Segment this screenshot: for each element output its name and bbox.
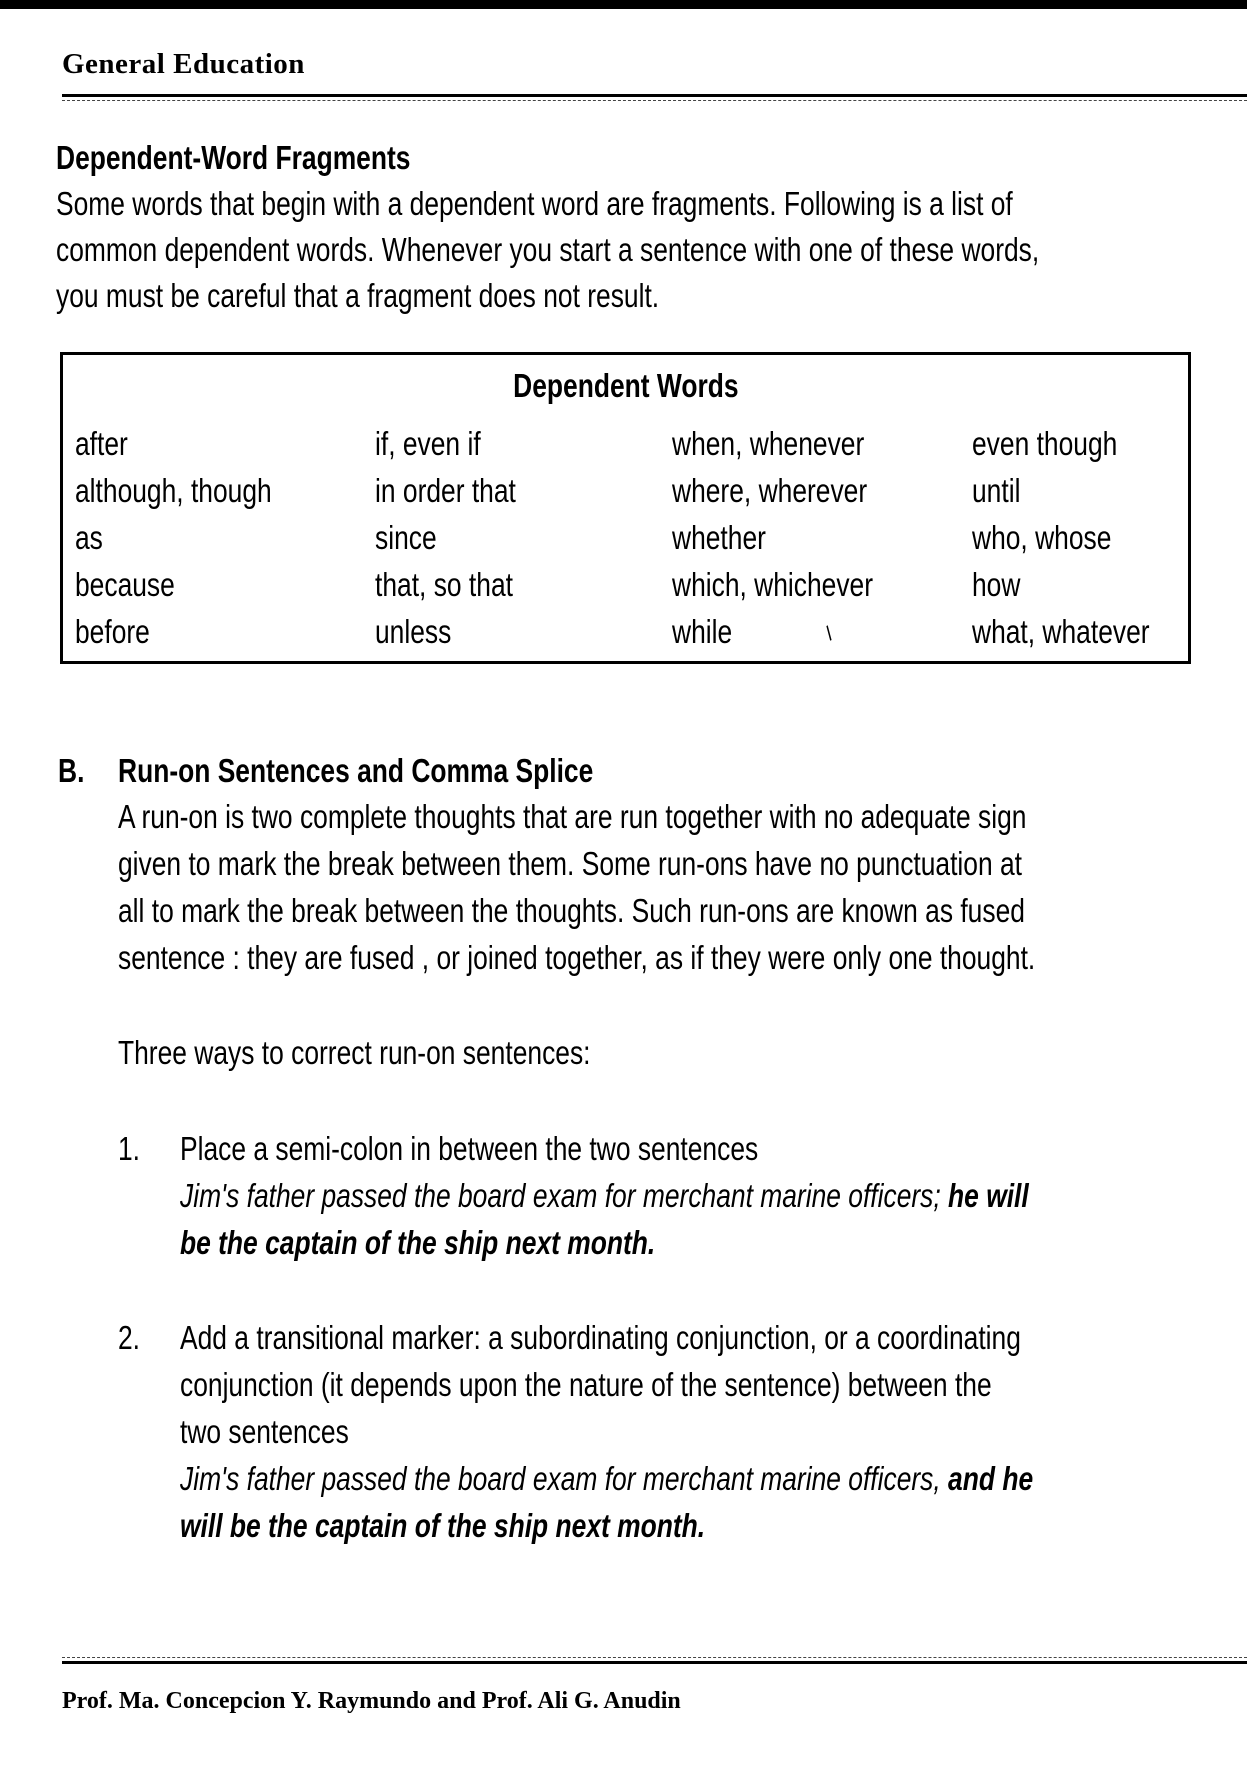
footer-authors: Prof. Ma. Concepcion Y. Raymundo and Prof. Ali G. Anudin [62,1688,681,1714]
table-cell: because [75,566,175,603]
list-item-text: Add a transitional marker: a subordinating conjunction, or a coordinating [180,1319,1021,1356]
table-cell: what, whatever [972,613,1150,650]
list-item-text: conjunction (it depends upon the nature of the sentence) between the [180,1366,992,1403]
top-border-bar [0,0,1247,9]
list-item-text: Place a semi-colon in between the two sentences [180,1130,759,1167]
table-cell: if, even if [375,425,481,462]
table-cell: whether [672,519,766,556]
table-cell: where, wherever [672,472,868,509]
section-b-paragraph-line: given to mark the break between them. Some run-ons have no punctuation at [118,845,1023,882]
footer-rule [62,1661,1247,1664]
table-cell: while [672,613,733,650]
table-cell: as [75,519,103,556]
section-b-intro: Three ways to correct run-on sentences: [118,1034,591,1071]
table-cell: before [75,613,150,650]
example-bold-part: and he [940,1460,1034,1497]
table-cell: even though [972,425,1118,462]
table-cell: how [972,566,1021,603]
list-item-text: two sentences [180,1413,349,1450]
section-a-title: Dependent-Word Fragments [56,139,411,176]
section-a-paragraph-line: common dependent words. Whenever you start a sentence with one of these words, [56,231,1040,268]
table-cell: which, whichever [672,566,874,603]
running-header-title: General Education [62,48,305,80]
header-rule-secondary [62,100,1247,101]
example-bold-part: he will [940,1177,1029,1214]
table-cell: unless [375,613,452,650]
stray-pen-mark: / [821,623,838,645]
list-item-number: 2. [118,1319,141,1356]
table-cell: who, whose [972,519,1112,556]
list-item-number: 1. [118,1130,141,1167]
table-cell: since [375,519,437,556]
example-italic-part: Jim's father passed the board exam for merchant marine officers, [180,1460,941,1497]
table-cell: when, whenever [672,425,865,462]
footer-rule-secondary [62,1657,1247,1658]
section-b-label: B. [58,752,85,789]
section-b-paragraph-line: all to mark the break between the thoughts. Such run-ons are known as fused [118,892,1025,929]
table-cell: in order that [375,472,516,509]
list-item-example [180,1456,1033,1502]
section-b-paragraph-line: sentence : they are fused , or joined together, as if they were only one thought. [118,939,1036,976]
section-b-paragraph-line: A run-on is two complete thoughts that are run together with no adequate sign [118,798,1027,835]
table-cell: although, though [75,472,272,509]
header-rule [62,94,1247,97]
table-cell: after [75,425,128,462]
section-a-paragraph-line: Some words that begin with a dependent word are fragments. Following is a list of [56,185,1013,222]
list-item-example-continued: be the captain of the ship next month. [180,1224,656,1261]
section-b-title: Run-on Sentences and Comma Splice [118,752,594,789]
section-a-paragraph-line: you must be careful that a fragment does not result. [56,277,660,314]
table-title: Dependent Words [512,367,739,404]
list-item-example [180,1173,1029,1219]
table-cell: until [972,472,1021,509]
table-cell: that, so that [375,566,513,603]
example-italic-part: Jim's father passed the board exam for merchant marine officers; [180,1177,941,1214]
dependent-words-table [60,352,1191,664]
list-item-example-continued: will be the captain of the ship next month. [180,1507,706,1544]
